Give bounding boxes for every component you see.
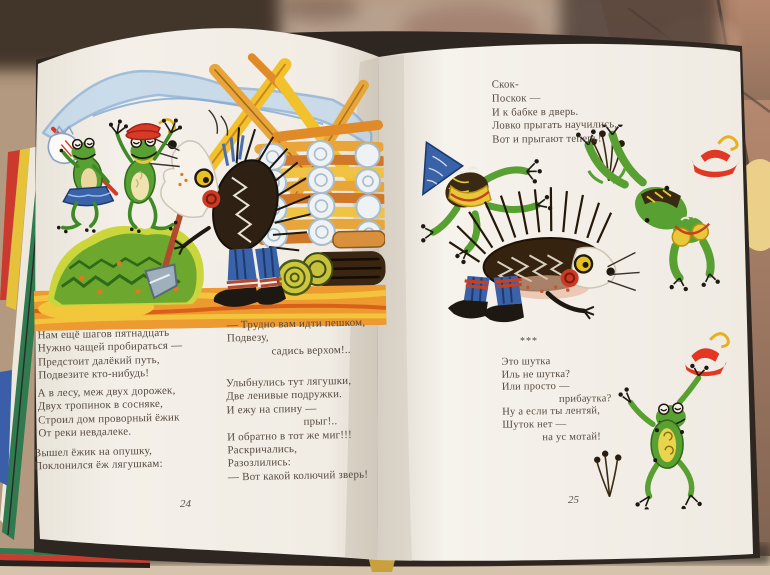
stanza-separator: *** — [520, 336, 538, 347]
bush-icon — [47, 225, 205, 307]
flying-red-hat-icon — [692, 137, 738, 178]
left-page-illustration — [29, 35, 386, 331]
poem-stanza: Нам ещё шагов пятнадцать Нужно чащей пробираться — Предстоит далёкий путь, Подвезите кто-нибудь! — [37, 326, 183, 382]
frog-with-bindle-icon — [48, 126, 117, 234]
poem-stanza: Скок- Поскок — И к бабке в дверь. Ловко прыгать научились, Вот и прыгают теперь! — [491, 78, 618, 146]
poem-stanza: А в лесу, меж двух дорожек, Двух тропинок в сосняке, Строил дом проворный ёжик От реки невдалеке. — [37, 384, 180, 440]
poem-stanza: Улыбнулись тут лягушки, Две ленивые подружки. И ежу на спину — прыг!.. И обратно в тот же миг!!! Раскричались, Разозлились: — Вот какой колючий зверь! — [225, 374, 369, 484]
poem-stanza: Вышел ёжик на опушку, Поклонился ёж лягушкам: — [33, 444, 163, 473]
frog-dancing-hat-icon — [618, 334, 730, 512]
page-number-right: 25 — [568, 494, 579, 506]
page-number-left: 24 — [180, 498, 191, 510]
plant-sprig-bottom-icon — [594, 450, 622, 496]
poem-stanza: Это шутка Иль не шутка? Или просто — прибаутка? Ну а если ты лентяй, Шуток нет — на ус мотай! — [501, 356, 612, 444]
poem-stanza: — Трудно вам идти пешком, Подвезу, садись верхом!.. — [226, 316, 366, 359]
right-page-illustration — [396, 123, 749, 511]
